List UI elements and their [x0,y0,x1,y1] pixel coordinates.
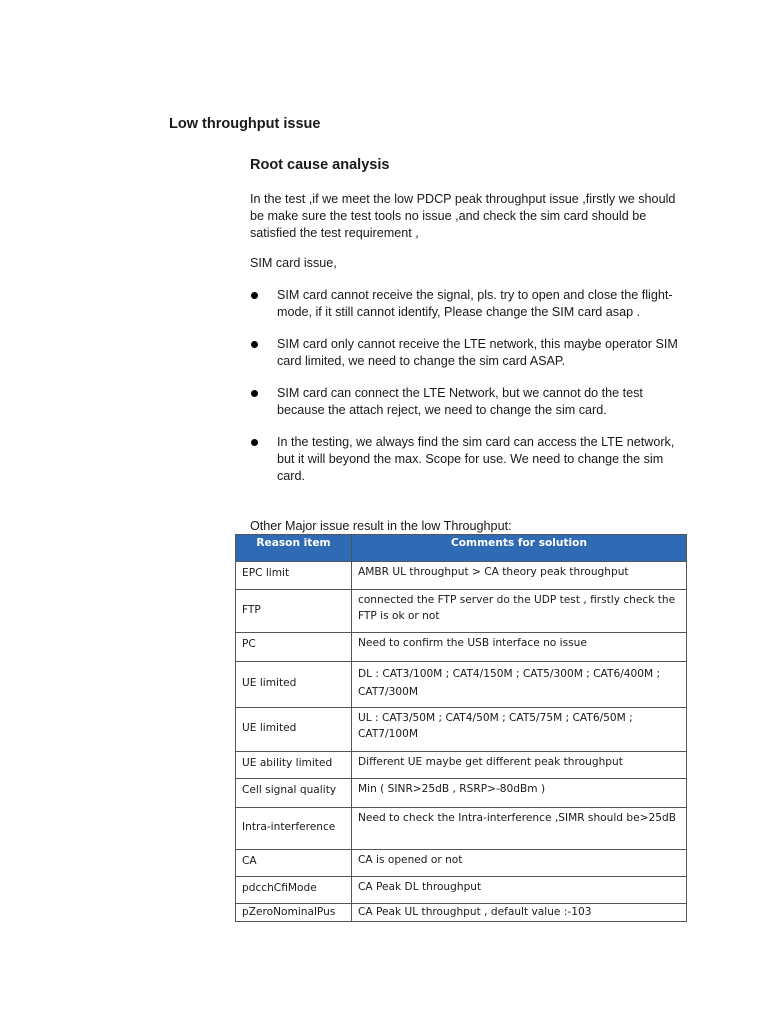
list-item-text: SIM card cannot receive the signal, pls. try to open and close the flight- mode, if it still cannot identify, Please change the SIM card asap . [277,288,673,319]
intro-paragraph: In the test ,if we meet the low PDCP peak throughput issue ,firstly we should be make sure the test tools no issue ,and check the sim card should be satisfied the test requirement , [250,192,676,240]
table-row [236,708,687,752]
page-heading: Low throughput issue [169,116,321,132]
comment-cell: Need to confirm the USB interface no issue [352,633,687,662]
list-item [250,385,690,419]
reason-cell: CA [236,850,352,877]
table-row [236,877,687,904]
list-item [250,336,690,370]
table-row [236,779,687,808]
sim-card-label: SIM card issue, [250,256,337,270]
list-item-text: In the testing, we always find the sim card can access the LTE network, but it will beyond the max. Scope for use. We need to change the sim card. [277,435,675,483]
other-issues-label: Other Major issue result in the low Throughput: [250,519,512,533]
table-row [236,904,687,922]
comment-cell: Min ( SINR>25dB , RSRP>-80dBm ) [352,779,687,808]
reason-cell: pZeroNominalPus [236,904,352,922]
list-item-text: SIM card only cannot receive the LTE network, this maybe operator SIM card limited, we need to change the sim card ASAP. [277,337,678,368]
comment-cell: Different UE maybe get different peak throughput [352,752,687,779]
bullet-icon [251,390,258,397]
table-row [236,633,687,662]
reason-cell: UE limited [236,662,352,708]
list-item-text: SIM card can connect the LTE Network, but we cannot do the test because the attach reject, we need to change the sim card. [277,386,643,417]
reason-cell: FTP [236,590,352,633]
bullet-icon [251,292,258,299]
bullet-icon [251,439,258,446]
section-heading: Root cause analysis [250,157,390,173]
column-header-comments: Comments for solution [352,535,687,562]
list-item [250,287,690,321]
reason-cell: EPC limit [236,562,352,590]
reason-cell: pdcchCfiMode [236,877,352,904]
reason-cell: Intra-interference [236,808,352,850]
list-item [250,434,690,485]
comment-cell: CA Peak UL throughput , default value :-103 [352,904,687,922]
comment-cell: UL : CAT3/50M ; CAT4/50M ; CAT5/75M ; CAT6/50M ; CAT7/100M [352,708,687,752]
reasons-table [235,534,687,922]
table-row [236,590,687,633]
reason-cell: UE ability limited [236,752,352,779]
sim-issue-list [250,287,690,500]
table-header-row [236,535,687,562]
column-header-reason: Reason item [236,535,352,562]
table-row [236,850,687,877]
comment-cell: connected the FTP server do the UDP test , firstly check the FTP is ok or not [352,590,687,633]
reason-cell: UE limited [236,708,352,752]
comment-cell: AMBR UL throughput > CA theory peak throughput [352,562,687,590]
comment-cell: CA Peak DL throughput [352,877,687,904]
table-row [236,562,687,590]
reason-cell: PC [236,633,352,662]
table-row [236,662,687,708]
reason-cell: Cell signal quality [236,779,352,808]
table-row [236,808,687,850]
comment-cell: Need to check the Intra-interference ,SIMR should be>25dB [352,808,687,850]
comment-cell: CA is opened or not [352,850,687,877]
bullet-icon [251,341,258,348]
table-row [236,752,687,779]
comment-cell: DL : CAT3/100M ; CAT4/150M ; CAT5/300M ; CAT6/400M ; CAT7/300M [352,662,687,708]
